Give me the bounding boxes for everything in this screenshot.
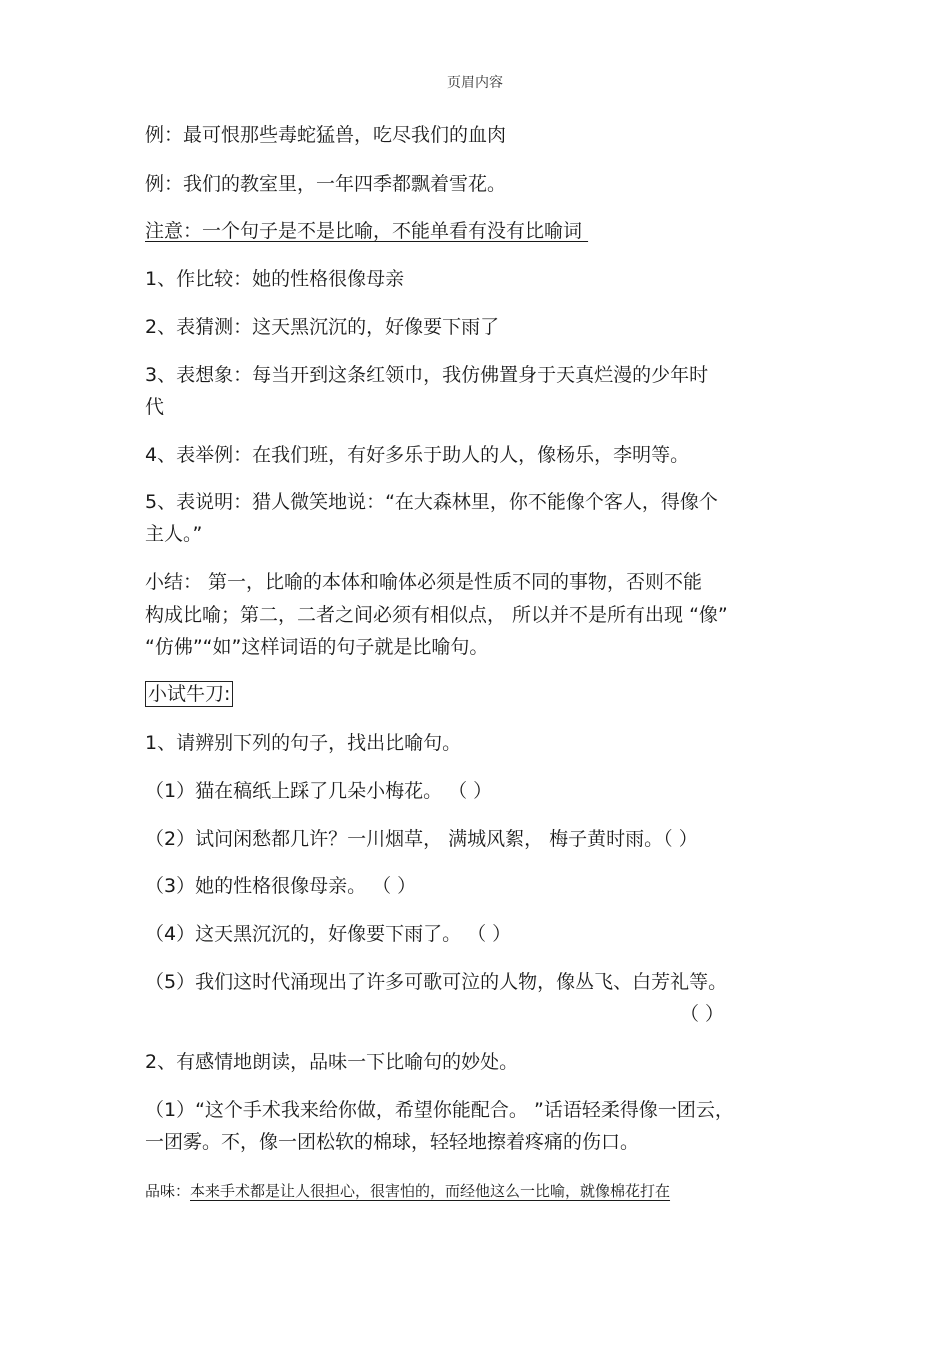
case-2: 2、表猜测：这天黑沉沉的，好像要下雨了 xyxy=(145,316,500,338)
summary-line-3: “仿佛”“如”这样词语的句子就是比喻句。 xyxy=(145,636,489,658)
page-header: 页眉内容 xyxy=(447,75,503,91)
note-underline-tail xyxy=(582,220,616,242)
note-text: 注意：一个句子是不是比喻，不能单看有没有比喻词 xyxy=(145,220,583,242)
q1-item-5: （5）我们这时代涌现出了许多可歌可泣的人物，像丛飞、白芳礼等。 xyxy=(145,971,728,993)
note-line xyxy=(145,220,616,242)
case-3: 3、表想象：每当开到这条红领巾，我仿佛置身于天真烂漫的少年时 xyxy=(145,364,709,386)
summary-line-1: 小结： 第一，比喻的本体和喻体必须是性质不同的事物，否则不能 xyxy=(145,571,703,593)
case-3-continued: 代 xyxy=(145,396,165,418)
example-1: 例：最可恨那些毒蛇猛兽，吃尽我们的血肉 xyxy=(145,124,507,146)
taste-text: 本来手术都是让人很担心，很害怕的，而经他这么一比喻，就像棉花打在 xyxy=(190,1182,671,1200)
q1-prompt: 1、请辨别下列的句子，找出比喻句。 xyxy=(145,732,462,754)
case-4: 4、表举例：在我们班，有好多乐于助人的人，像杨乐，李明等。 xyxy=(145,444,690,466)
q2-prompt: 2、有感情地朗读，品味一下比喻句的妙处。 xyxy=(145,1051,519,1073)
case-5-continued: 主人。” xyxy=(145,523,203,545)
case-1: 1、作比较：她的性格很像母亲 xyxy=(145,268,405,290)
taste-label: 品味： xyxy=(145,1182,191,1200)
q2-line-1: （1）“这个手术我来给你做，希望你能配合。 ”话语轻柔得像一团云， xyxy=(145,1099,734,1121)
q1-item-3: （3）她的性格很像母亲。 （ ） xyxy=(145,875,417,897)
q1-item-2: （2）试问闲愁都几许？一川烟草， 满城风絮， 梅子黄时雨。（ ） xyxy=(145,828,698,850)
taste-line xyxy=(145,1180,670,1202)
practice-title-line xyxy=(145,683,233,705)
summary-line-2: 构成比喻；第二，二者之间必须有相似点， 所以并不是所有出现 “像” xyxy=(145,604,728,626)
q1-item-1: （1）猫在稿纸上踩了几朵小梅花。 （ ） xyxy=(145,780,493,802)
q1-item-4: （4）这天黑沉沉的，好像要下雨了。 （ ） xyxy=(145,923,512,945)
q1-item-5-answer-parens: （ ） xyxy=(680,1003,725,1025)
case-5: 5、表说明：猎人微笑地说：“在大森林里，你不能像个客人，得像个 xyxy=(145,491,718,513)
q2-line-2: 一团雾。不，像一团松软的棉球，轻轻地擦着疼痛的伤口。 xyxy=(145,1131,640,1153)
example-2: 例：我们的教室里，一年四季都飘着雪花。 xyxy=(145,173,507,195)
practice-title: 小试牛刀: xyxy=(145,681,233,707)
